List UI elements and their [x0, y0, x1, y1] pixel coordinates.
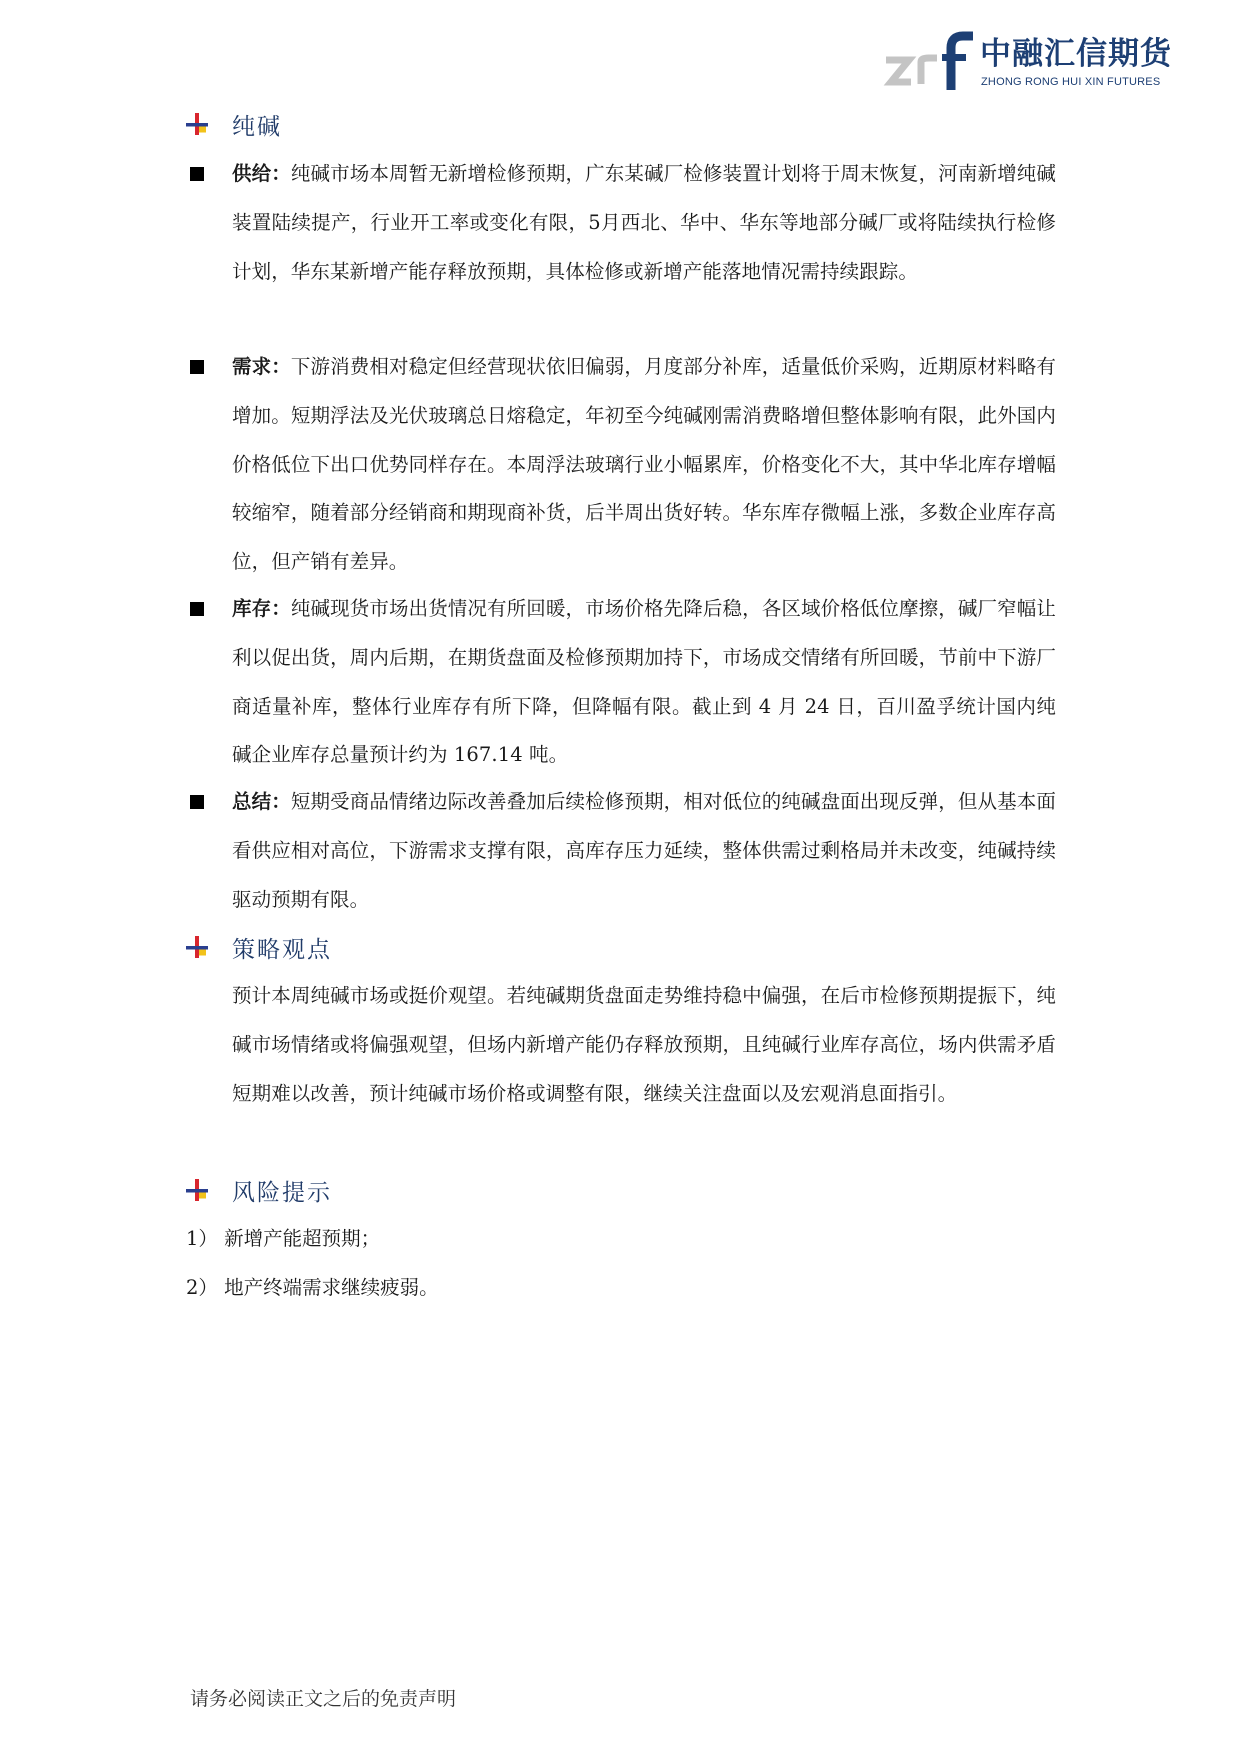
section-marker-icon: [186, 936, 208, 958]
paragraph-label: 供给：: [232, 162, 291, 185]
paragraph-label: 需求：: [232, 355, 291, 378]
bullet-square-icon: [190, 602, 204, 616]
paragraph-demand: [232, 343, 1056, 587]
risk-item: 2） 地产终端需求继续疲弱。: [186, 1276, 439, 1299]
zrf-logo-icon: [883, 30, 975, 92]
section-heading-soda-ash: [186, 106, 282, 142]
paragraph-summary: [232, 778, 1056, 924]
company-name-en: ZHONG RONG HUI XIN FUTURES: [981, 76, 1161, 88]
paragraph-text: 短期受商品情绪边际改善叠加后续检修预期，相对低位的纯碱盘面出现反弹，但从基本面看供应相对高位，下游需求支撑有限，高库存压力延续，整体供需过剩格局并未改变，纯碱持续驱动预期有限。: [232, 790, 1056, 911]
bullet-square-icon: [190, 360, 204, 374]
footer-disclaimer: 请务必阅读正文之后的免责声明: [190, 1688, 457, 1710]
paragraph-inventory: [232, 585, 1056, 780]
paragraph-text: 纯碱市场本周暂无新增检修预期，广东某碱厂检修装置计划将于周末恢复，河南新增纯碱装置陆续提产，行业开工率或变化有限，5月西北、华中、华东等地部分碱厂或将陆续执行检修计划，华东某新增产能存释放预期，具体检修或新增产能落地情况需持续跟踪。: [232, 162, 1056, 283]
paragraph-label: 库存：: [232, 597, 291, 620]
section-title: 策略观点: [232, 936, 332, 963]
section-marker-icon: [186, 1179, 208, 1201]
section-title: 纯碱: [232, 113, 282, 140]
section-title: 风险提示: [232, 1179, 332, 1206]
section-heading-risk: [186, 1172, 332, 1208]
section-marker-icon: [186, 113, 208, 135]
paragraph-text: 下游消费相对稳定但经营现状依旧偏弱，月度部分补库，适量低价采购，近期原材料略有增加。短期浮法及光伏玻璃总日熔稳定，年初至今纯碱刚需消费略增但整体影响有限，此外国内价格低位下出口优势同样存在。本周浮法玻璃行业小幅累库，价格变化不大，其中华北库存增幅较缩窄，随着部分经销商和期现商补货，后半周出货好转。华东库存微幅上涨，多数企业库存高位，但产销有差异。: [232, 355, 1056, 574]
paragraph-text: 纯碱现货市场出货情况有所回暖，市场价格先降后稳，各区域价格低位摩擦，碱厂窄幅让利以促出货，周内后期，在期货盘面及检修预期加持下，市场成交情绪有所回暖，节前中下游厂商适量补库，整体行业库存有所下降，但降幅有限。截止到 4 月 24 日，百川盈孚统计国内纯碱企业库存总量预计约为 167.14 吨。: [232, 597, 1056, 767]
section-heading-strategy: [186, 929, 332, 965]
bullet-square-icon: [190, 167, 204, 181]
company-logo: [883, 30, 1172, 92]
company-name-cn: 中融汇信期货: [980, 36, 1172, 72]
bullet-square-icon: [190, 795, 204, 809]
paragraph-supply: [232, 150, 1056, 296]
risk-item: 1） 新增产能超预期；: [186, 1227, 381, 1250]
paragraph-label: 总结：: [232, 790, 291, 813]
paragraph-strategy: 预计本周纯碱市场或挺价观望。若纯碱期货盘面走势维持稳中偏强，在后市检修预期提振下，纯碱市场情绪或将偏强观望，但场内新增产能仍存释放预期，且纯碱行业库存高位，场内供需矛盾短期难以改善，预计纯碱市场价格或调整有限，继续关注盘面以及宏观消息面指引。: [232, 984, 1056, 1105]
